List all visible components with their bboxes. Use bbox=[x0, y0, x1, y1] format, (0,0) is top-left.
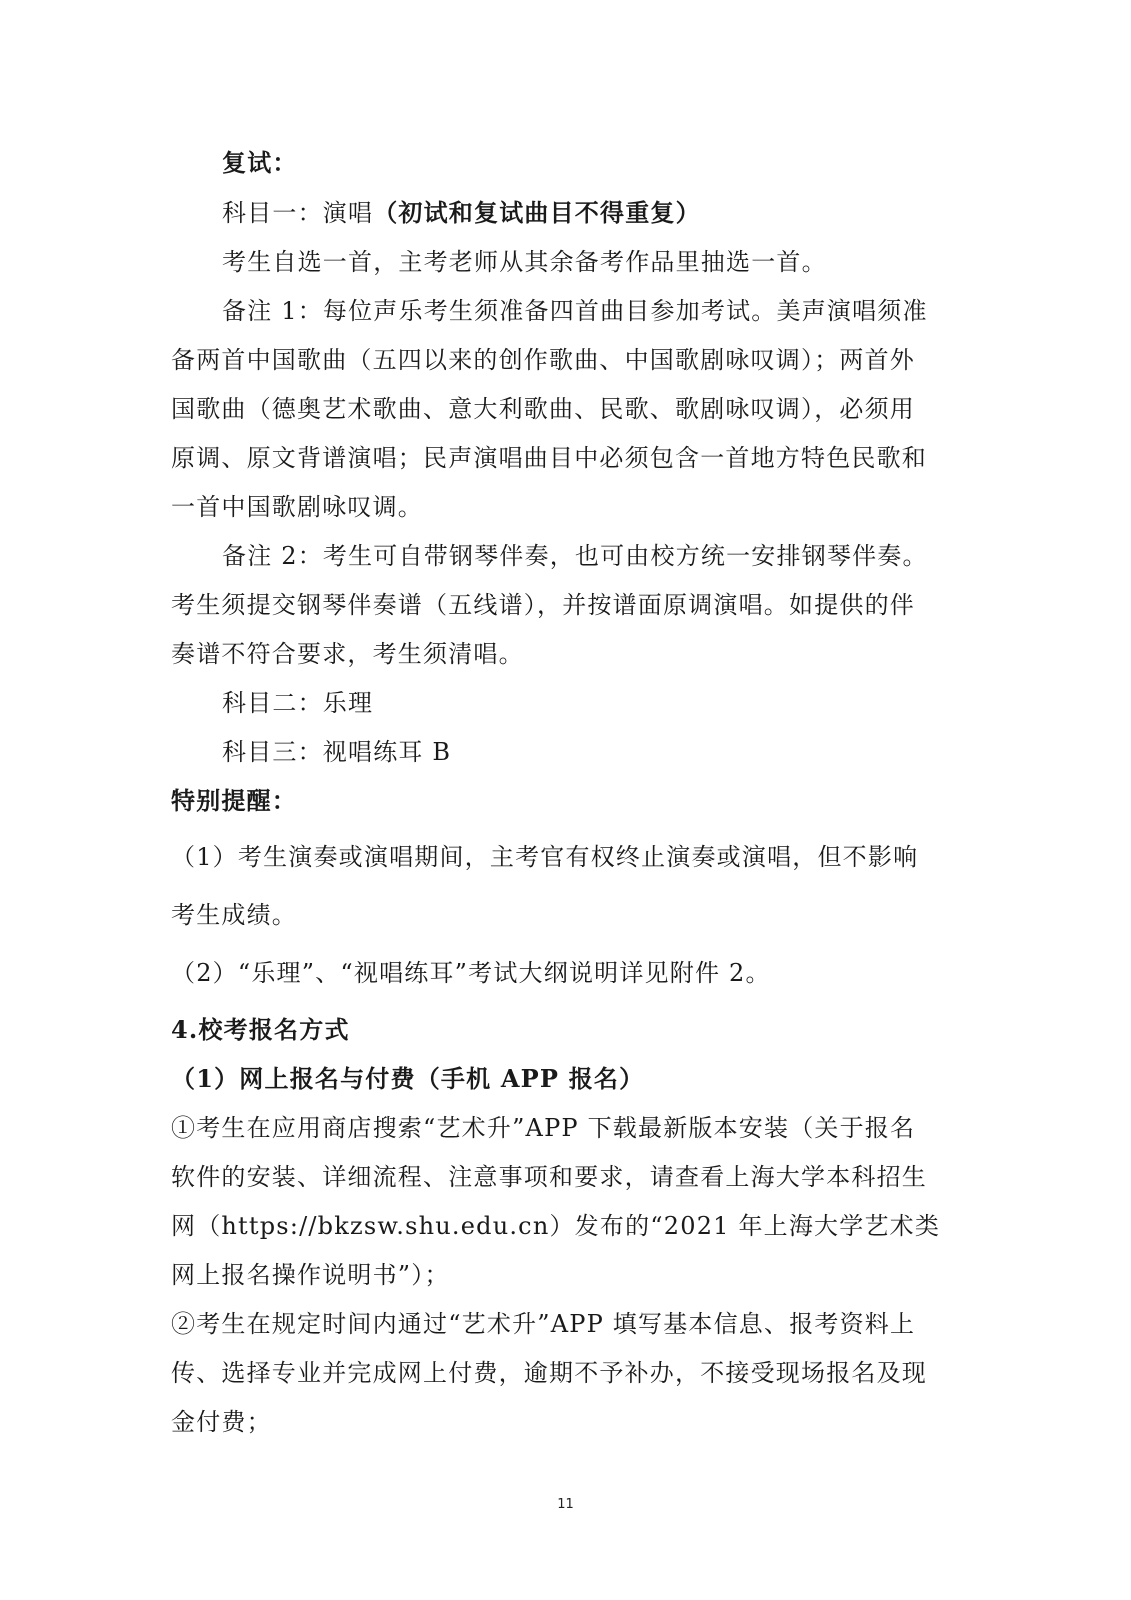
step2-line-1: ②考生在规定时间内通过“艺术升”APP 填写基本信息、报考资料上 bbox=[171, 1310, 916, 1338]
note2-line-2: 考生须提交钢琴伴奏谱（五线谱），并按谱面原调演唱。如提供的伴 bbox=[171, 591, 915, 619]
note2-line-1: 备注 2：考生可自带钢琴伴奏，也可由校方统一安排钢琴伴奏。 bbox=[222, 542, 928, 570]
subject1-note: （初试和复试曲目不得重复） bbox=[373, 198, 701, 227]
step2-line-2: 传、选择专业并完成网上付费，逾期不予补办，不接受现场报名及现 bbox=[171, 1359, 927, 1387]
step1-line-1: ①考生在应用商店搜索“艺术升”APP 下载最新版本安装（关于报名 bbox=[171, 1114, 916, 1142]
registration-subheading: （1）网上报名与付费（手机 APP 报名） bbox=[171, 1064, 645, 1093]
note2-line-3: 奏谱不符合要求，考生须清唱。 bbox=[171, 640, 524, 668]
step1-line-2: 软件的安装、详细流程、注意事项和要求，请查看上海大学本科招生 bbox=[171, 1163, 927, 1191]
note1-line-5: 一首中国歌剧咏叹调。 bbox=[171, 493, 423, 521]
step1-line-3: 网（https://bkzsw.shu.edu.cn）发布的“2021 年上海大学艺术类 bbox=[171, 1212, 941, 1240]
note1-line-4: 原调、原文背谱演唱；民声演唱曲目中必须包含一首地方特色民歌和 bbox=[171, 444, 927, 472]
step1-line-4: 网上报名操作说明书”）； bbox=[171, 1261, 450, 1289]
page-number: 11 bbox=[557, 1497, 574, 1512]
registration-heading: 4.校考报名方式 bbox=[171, 1015, 350, 1044]
subject1-desc: 考生自选一首，主考老师从其余备考作品里抽选一首。 bbox=[222, 248, 827, 276]
reminder-heading: 特别提醒： bbox=[171, 786, 297, 815]
reminder-item1-line-2: 考生成绩。 bbox=[171, 901, 297, 929]
subject2-line: 科目二：乐理 bbox=[222, 689, 374, 717]
reminder-item2: （2）“乐理”、“视唱练耳”考试大纲说明详见附件 2。 bbox=[171, 959, 771, 987]
subject1-line bbox=[222, 198, 962, 228]
subject3-line: 科目三：视唱练耳 B bbox=[222, 738, 452, 766]
step2-line-3: 金付费； bbox=[171, 1408, 272, 1436]
subject1-prefix: 科目一：演唱 bbox=[222, 199, 374, 227]
note1-line-2: 备两首中国歌曲（五四以来的创作歌曲、中国歌剧咏叹调）；两首外 bbox=[171, 346, 915, 374]
reminder-item1-line-1: （1）考生演奏或演唱期间，主考官有权终止演奏或演唱，但不影响 bbox=[171, 843, 919, 871]
fushi-heading: 复试： bbox=[222, 148, 298, 177]
note1-line-3: 国歌曲（德奥艺术歌曲、意大利歌曲、民歌、歌剧咏叹调），必须用 bbox=[171, 395, 915, 423]
note1-line-1: 备注 1：每位声乐考生须准备四首曲目参加考试。美声演唱须准 bbox=[222, 297, 928, 325]
